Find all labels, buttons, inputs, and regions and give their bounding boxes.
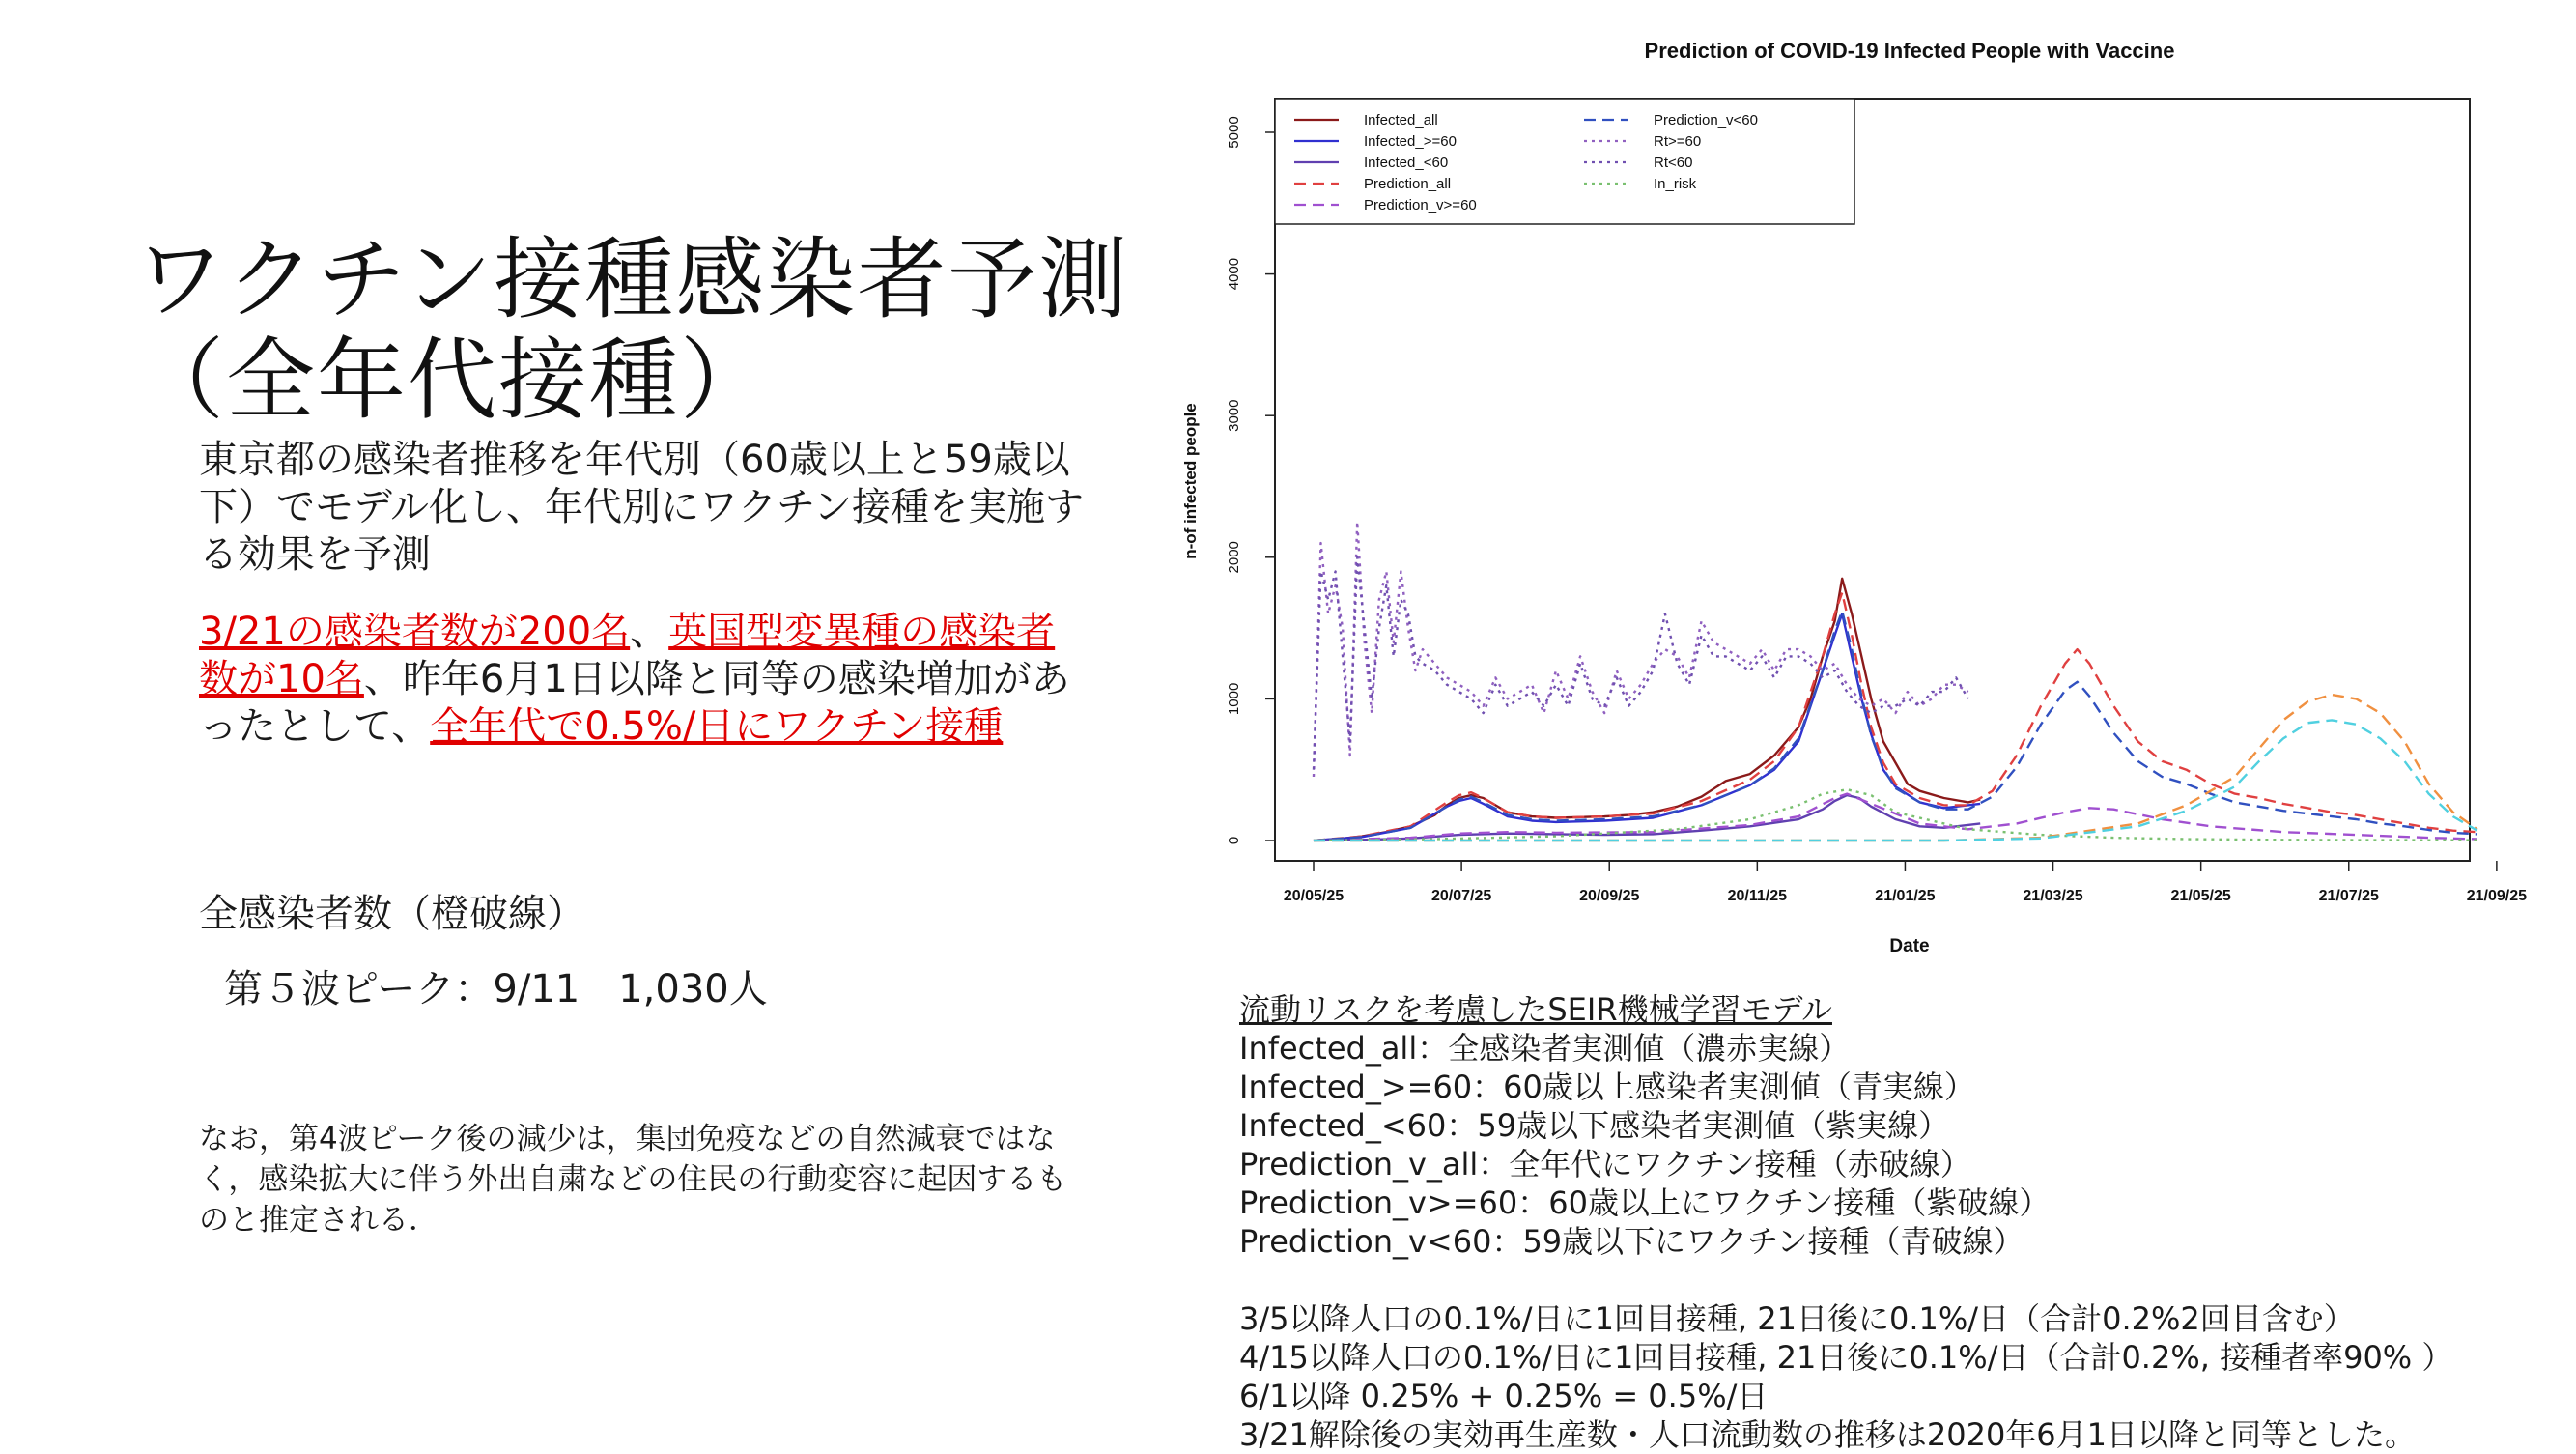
series-line-10: [1314, 720, 2477, 841]
fifth-wave-peak-label: 第５波ピーク：9/11 1,030人: [224, 967, 768, 1012]
legend-col1-label-0: Infected_all: [1364, 112, 1438, 128]
highlight-infected-count: 3/21の感染者数が200名: [199, 610, 631, 654]
y-axis-label: n-of infected people: [1181, 403, 1200, 559]
x-tick-label-4: 21/01/25: [1875, 888, 1936, 904]
chart-title: Prediction of COVID-19 Infected People with Vaccine: [1644, 39, 2175, 63]
x-axis-label: Date: [1889, 936, 1930, 956]
notes-vaccine-line-0: 3/5以降人口の0.1%/日に1回目接種, 21日後に0.1%/日（合計0.2%2回目含む）: [1239, 1300, 2355, 1337]
model-notes: [1239, 990, 2572, 1454]
notes-legend-list: [1239, 1029, 2572, 1261]
x-tick-label-1: 20/07/25: [1430, 888, 1492, 904]
notes-line-0: Infected_all：全感染者実測値（濃赤実線）: [1239, 1030, 1851, 1067]
total-infected-label: 全感染者数（橙破線）: [199, 892, 585, 936]
description-paragraph: 東京都の感染者推移を年代別（60歳以上と59歳以下）でモデル化し、年代別にワクチン接種を実施する効果を予測: [199, 438, 1084, 577]
legend-col2-label-1: Rt>=60: [1654, 133, 1702, 150]
title-line-2: （全年代接種）: [135, 328, 772, 432]
notes-vaccination-list: [1239, 1299, 2572, 1454]
notes-line-1: Infected_>=60：60歳以上感染者実測値（青実線）: [1239, 1069, 1975, 1105]
legend-col2-label-2: Rt<60: [1654, 155, 1693, 171]
highlight-variant-count: 英国型変異種の感染者数が10名: [199, 610, 1056, 701]
series-line-6: [1314, 522, 1968, 777]
legend-col2-label-3: In_risk: [1654, 176, 1697, 192]
x-tick-label-7: 21/07/25: [2318, 888, 2379, 904]
legend-col1-label-2: Infected_<60: [1364, 155, 1449, 171]
y-tick-label-2000: 2000: [1226, 541, 1242, 574]
series-layer: [1314, 522, 2477, 841]
legend-col1-label-4: Prediction_v>=60: [1364, 197, 1477, 214]
notes-line-3: Prediction_v_all：全年代にワクチン接種（赤破線）: [1239, 1146, 1971, 1183]
legend-col1-label-3: Prediction_all: [1364, 176, 1452, 192]
x-tick-label-6: 21/05/25: [2170, 888, 2231, 904]
y-tick-label-1000: 1000: [1226, 682, 1242, 716]
scenario-text: 、昨年6月1日以降と同等の感染増加があったとして、: [199, 657, 1070, 749]
series-line-3: [1314, 593, 2477, 841]
footnote: なお，第4波ピーク後の減少は，集団免疫などの自然減衰ではなく，感染拡大に伴う外出自粛などの住民の行動変容に起因するものと推定される．: [199, 1122, 1067, 1238]
notes-line-5: Prediction_v<60：59歳以下にワクチン接種（青破線）: [1239, 1223, 2024, 1260]
prediction-chart: [1178, 19, 2569, 976]
notes-line-2: Infected_<60：59歳以下感染者実測値（紫実線）: [1239, 1107, 1950, 1144]
notes-spacer: [1239, 1261, 2572, 1299]
legend-col1-label-1: Infected_>=60: [1364, 133, 1457, 150]
separator-text: 、: [630, 610, 669, 654]
scenario-paragraph: [199, 609, 1088, 751]
notes-vaccine-line-1: 4/15以降人口の0.1%/日に1回目接種, 21日後に0.1%/日（合計0.2%, 接種者率90% ）: [1239, 1339, 2453, 1376]
x-tick-label-2: 20/09/25: [1579, 888, 1640, 904]
notes-heading: 流動リスクを考慮したSEIR機械学習モデル: [1239, 991, 1832, 1028]
slide-title: [135, 230, 1129, 431]
y-tick-label-4000: 4000: [1226, 257, 1242, 291]
highlight-vaccination-rate: 全年代で0.5%/日にワクチン接種: [430, 704, 1004, 749]
legend-col2-label-0: Prediction_v<60: [1654, 112, 1758, 128]
x-tick-label-5: 21/03/25: [2023, 888, 2083, 904]
x-tick-label-3: 20/11/25: [1727, 888, 1788, 904]
notes-vaccine-line-3: 3/21解除後の実効再生産数・人口流動数の推移は2020年6月1日以降と同等とした。: [1239, 1416, 2417, 1453]
notes-line-4: Prediction_v>=60：60歳以上にワクチン接種（紫破線）: [1239, 1184, 2051, 1221]
x-tick-label-0: 20/05/25: [1283, 888, 1345, 904]
y-tick-label-3000: 3000: [1226, 399, 1242, 432]
title-line-1: ワクチン接種感染者予測: [135, 228, 1130, 331]
y-axis: [1226, 116, 1275, 844]
notes-vaccine-line-2: 6/1以降 0.25% + 0.25% = 0.5%/日: [1239, 1378, 1769, 1414]
legend: [1275, 99, 1854, 224]
x-tick-label-8: 21/09/25: [2466, 888, 2528, 904]
y-tick-label-0: 0: [1226, 836, 1242, 845]
series-line-7: [1314, 557, 1968, 770]
series-line-0: [1314, 579, 1980, 841]
x-axis: [1284, 861, 2527, 904]
y-tick-label-5000: 5000: [1226, 116, 1242, 149]
legend-box: [1275, 99, 1854, 224]
